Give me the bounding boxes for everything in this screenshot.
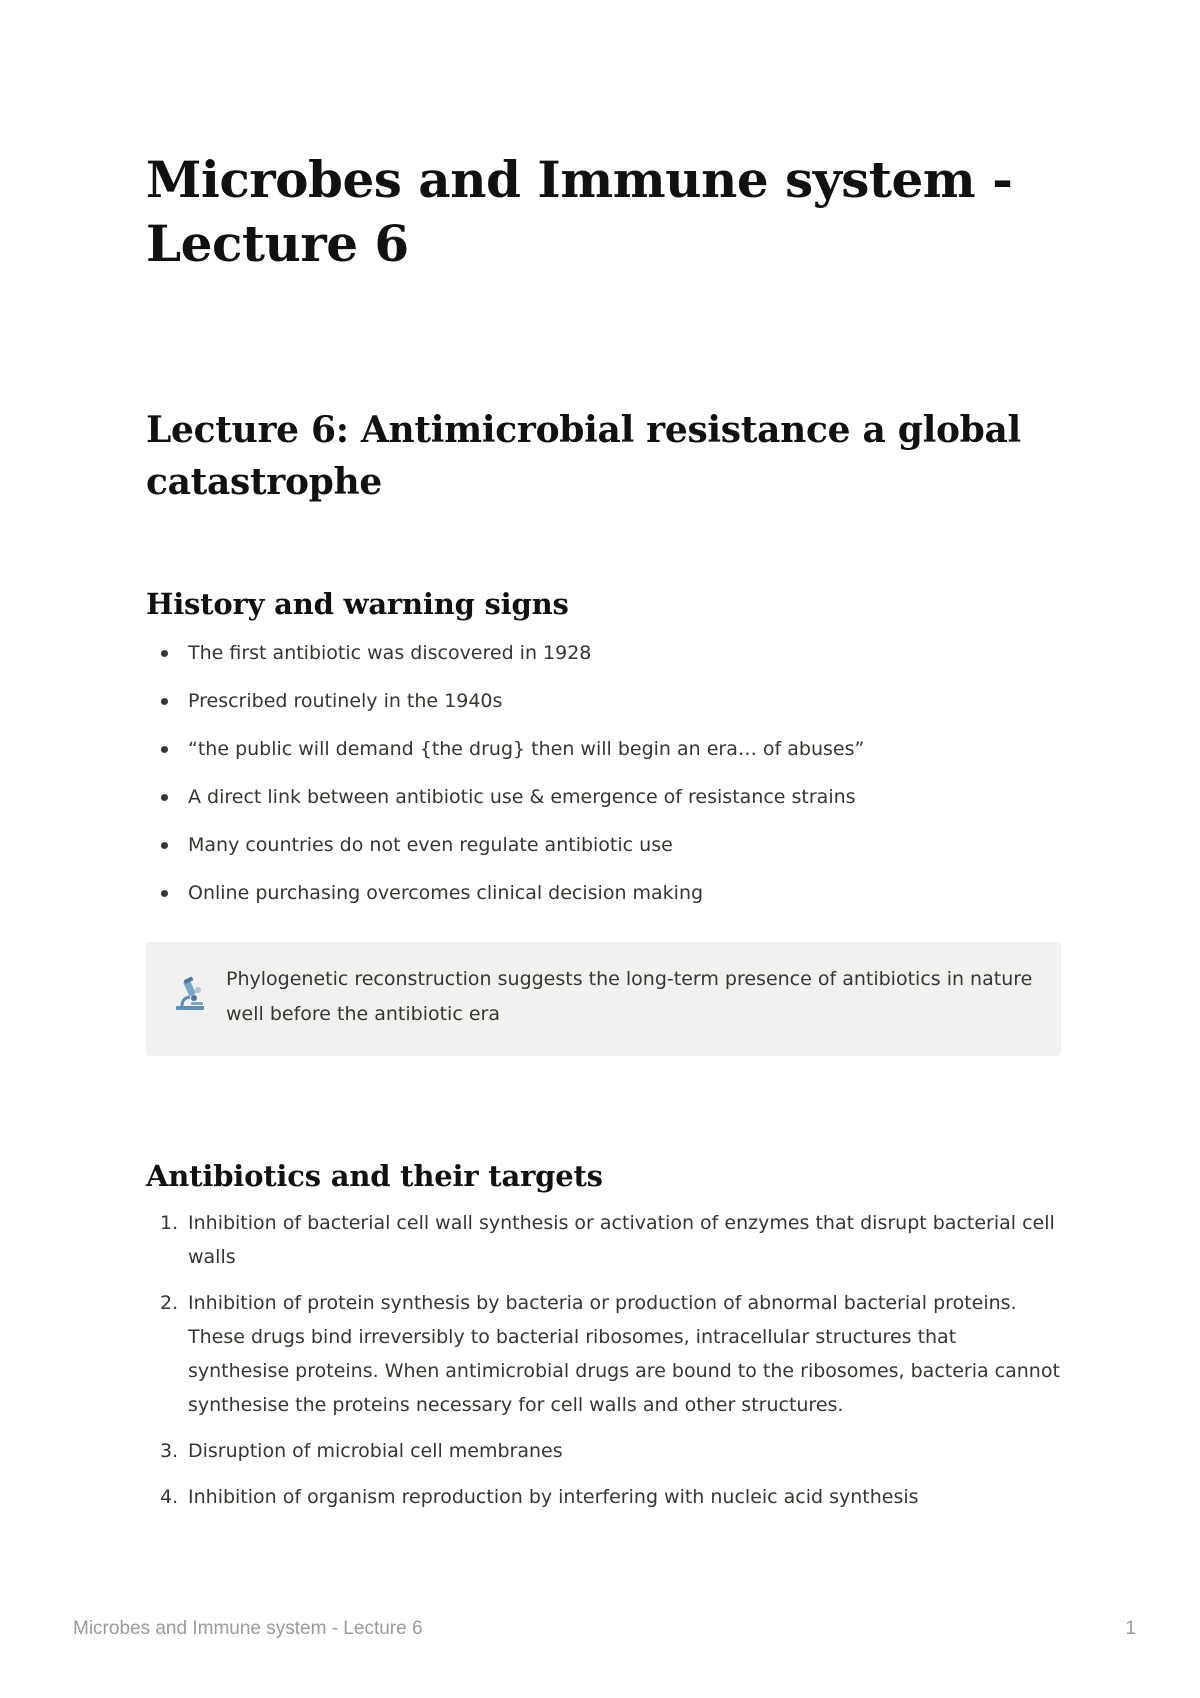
list-item-text: Disruption of microbial cell membranes [188, 1440, 563, 1462]
microscope-icon [172, 976, 208, 1012]
list-item [146, 1286, 1061, 1422]
callout-text: Phylogenetic reconstruction suggests the long-term presence of antibiotics in nature well before the antibiotic era [226, 968, 1033, 1025]
list-item: A direct link between antibiotic use & emergence of resistance strains [146, 780, 1061, 814]
list-item: Online purchasing overcomes clinical decision making [146, 876, 1061, 910]
list-item-text: Inhibition of organism reproduction by interfering with nucleic acid synthesis [188, 1486, 919, 1508]
history-heading: History and warning signs [146, 587, 569, 621]
history-list [146, 636, 1061, 924]
page-title: Microbes and Immune system - Lecture 6 [146, 150, 1013, 273]
page-number: 1 [1125, 1618, 1136, 1639]
list-number: 2. [160, 1292, 179, 1314]
list-item: Many countries do not even regulate antibiotic use [146, 828, 1061, 862]
list-item [146, 1434, 1061, 1468]
list-item: The first antibiotic was discovered in 1928 [146, 636, 1061, 670]
list-number: 3. [160, 1440, 179, 1462]
list-number: 1. [160, 1212, 179, 1234]
footer-title: Microbes and Immune system - Lecture 6 [73, 1618, 423, 1639]
list-item: “the public will demand {the drug} then will begin an era… of abuses” [146, 732, 1061, 766]
list-item-text: Inhibition of bacterial cell wall synthesis or activation of enzymes that disrupt bacterial cell walls [188, 1212, 1055, 1268]
list-item [146, 1206, 1061, 1274]
lecture-heading: Lecture 6: Antimicrobial resistance a global catastrophe [146, 409, 1021, 503]
list-item [146, 1480, 1061, 1514]
callout-box [146, 942, 1061, 1056]
targets-list [146, 1206, 1061, 1526]
targets-heading: Antibiotics and their targets [146, 1159, 603, 1193]
list-item-text: Inhibition of protein synthesis by bacteria or production of abnormal bacterial proteins. These drugs bind irreversibly to bacterial ribosomes, intracellular structures that synthesise proteins. When antimicrobial drugs are bound to the ribosomes, bacteria cannot synthesise the proteins necessary for cell walls and other structures. [188, 1292, 1060, 1416]
list-number: 4. [160, 1486, 179, 1508]
list-item: Prescribed routinely in the 1940s [146, 684, 1061, 718]
